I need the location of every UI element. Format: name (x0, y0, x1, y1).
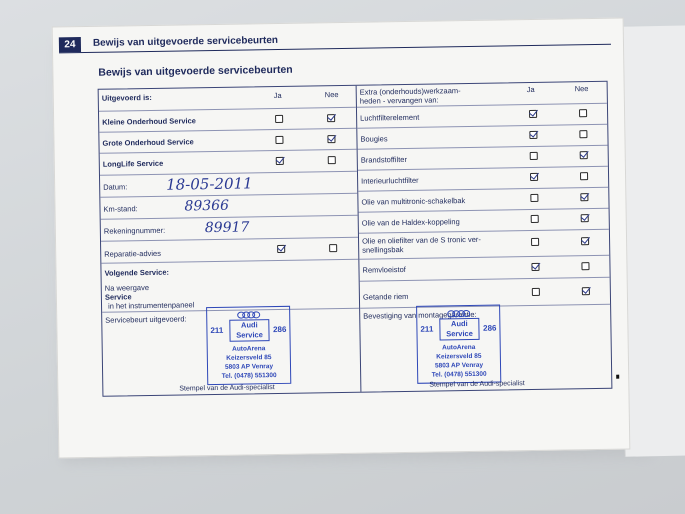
volgende-label: Volgende Service: (104, 267, 170, 278)
checkbox-stronic-nee[interactable] (581, 237, 589, 245)
extra-heading-line2: heden - vervangen van: (359, 95, 439, 106)
extra-row (359, 230, 609, 260)
left-column (99, 86, 362, 396)
extra-label: Bougies (360, 134, 388, 144)
stamp-line2: Keizersveld 85 (436, 352, 482, 361)
extra-label-cont: snellingsbak (362, 245, 404, 255)
checkbox-kleine-ja[interactable] (275, 115, 283, 123)
checkbox-remvloeistof-ja[interactable] (531, 263, 539, 271)
right-col-nee: Nee (574, 84, 589, 94)
extra-label: Olie van multitronic-schakelbak (361, 196, 466, 207)
checkbox-kleine-nee[interactable] (327, 114, 335, 122)
checkbox-bougies-ja[interactable] (529, 131, 537, 139)
weergave-line2: Service (104, 292, 132, 302)
checkbox-multitronic-ja[interactable] (530, 194, 538, 202)
checkbox-luchtfilter-ja[interactable] (529, 110, 537, 118)
extra-label: Getande riem (362, 291, 409, 302)
stamp-brand-box (439, 318, 479, 341)
checkbox-getande-riem-nee[interactable] (582, 287, 590, 295)
extra-label: Brandstoffilter (360, 154, 407, 165)
left-col-ja: Ja (273, 90, 282, 101)
page-number: 24 (59, 37, 81, 52)
extra-label: Remvloeistof (362, 264, 406, 275)
stamp-service: Service (236, 330, 263, 340)
page-header (59, 29, 611, 54)
stamp-line3: 5803 AP Venray (224, 363, 274, 371)
right-col-ja: Ja (526, 84, 535, 95)
checkbox-grote-nee[interactable] (327, 135, 335, 143)
checkbox-longlife-ja[interactable] (276, 157, 284, 165)
kmstand-handwritten: 89366 (184, 197, 230, 215)
checkbox-reparatie-nee[interactable] (329, 244, 337, 252)
stamp-address (418, 343, 501, 380)
checkbox-haldex-ja[interactable] (531, 215, 539, 223)
uitgevoerd-label: Servicebeurt uitgevoerd: (105, 314, 187, 325)
checkbox-longlife-nee[interactable] (328, 156, 336, 164)
stamp-line1: AutoArena (232, 345, 266, 353)
left-col-nee: Nee (324, 90, 339, 100)
service-label: Grote Onderhoud Service (102, 137, 194, 148)
bevestiging-row (360, 305, 611, 394)
service-label: Kleine Onderhoud Service (102, 116, 196, 127)
service-record-page (52, 18, 631, 459)
reparatie-label: Reparatie-advies (104, 248, 161, 259)
stamp-line3: 5803 AP Venray (434, 361, 484, 370)
checkbox-interieurfilter-ja[interactable] (530, 173, 538, 181)
stamp-brand: Audi (240, 320, 258, 330)
extra-label: Luchtfilterelement (360, 112, 420, 123)
extra-label: Interieurluchtfilter (361, 175, 419, 186)
extra-label: Olie van de Haldex-koppeling (361, 217, 460, 228)
right-column (357, 82, 612, 392)
datum-label: Datum: (103, 182, 128, 192)
page-mark (616, 375, 619, 379)
audi-rings-icon (237, 311, 261, 318)
stempel-caption-right: Stempel van de Audi-specialist (429, 380, 525, 389)
stamp-line1: AutoArena (442, 343, 476, 352)
stamp-line2: Keizersveld 85 (226, 354, 272, 362)
datum-handwritten: 18-05-2011 (166, 174, 253, 194)
stamp-num-left: 211 (420, 324, 434, 334)
checkbox-bougies-nee[interactable] (579, 130, 587, 138)
dealer-stamp-right (416, 305, 501, 384)
header-title: Bewijs van uitgevoerde servicebeurten (92, 34, 279, 49)
checkbox-reparatie-ja[interactable] (277, 245, 285, 253)
stamp-brand: Audi (450, 319, 468, 329)
kmstand-label: Km-stand: (103, 204, 138, 214)
checkbox-brandstoffilter-nee[interactable] (580, 151, 588, 159)
stamp-line4: Tel. (0478) 551300 (431, 370, 487, 379)
checkbox-getande-riem-ja[interactable] (532, 288, 540, 296)
stamp-num-right: 286 (273, 324, 287, 335)
section-title: Bewijs van uitgevoerde servicebeurten (98, 63, 293, 79)
checkbox-haldex-nee[interactable] (581, 214, 589, 222)
stamp-num-left: 211 (210, 325, 224, 336)
weergave-line3: in het instrumentenpaneel (107, 300, 195, 311)
checkbox-brandstoffilter-ja[interactable] (530, 152, 538, 160)
checkbox-luchtfilter-nee[interactable] (579, 109, 587, 117)
rekening-handwritten: 89917 (204, 219, 250, 237)
stempel-caption-left: Stempel van de Audi-specialist (179, 384, 275, 393)
stamp-service: Service (446, 328, 473, 339)
stamp-line4: Tel. (0478) 551300 (221, 372, 277, 380)
extra-heading-line1: Extra (onderhouds)werkzaam- (359, 86, 461, 97)
rekening-label: Rekeningnummer: (103, 225, 166, 236)
checkbox-interieurfilter-nee[interactable] (580, 172, 588, 180)
uitgevoerd-row (102, 309, 360, 398)
dealer-stamp-left (206, 306, 291, 385)
service-label: LongLife Service (102, 158, 164, 169)
extra-label: Olie en oliefilter van de S tronic ver- (361, 234, 481, 246)
stamp-address (208, 344, 291, 381)
weergave-line1: Na weergave (104, 283, 150, 293)
checkbox-multitronic-nee[interactable] (580, 193, 588, 201)
stamp-brand-box (229, 319, 269, 342)
uitgevoerd-heading: Uitgevoerd is: (101, 92, 152, 103)
service-form (98, 81, 613, 397)
checkbox-grote-ja[interactable] (275, 136, 283, 144)
checkbox-remvloeistof-nee[interactable] (581, 262, 589, 270)
stamp-num-right: 286 (483, 323, 497, 333)
checkbox-stronic-ja[interactable] (531, 238, 539, 246)
audi-rings-icon (447, 310, 471, 317)
bevestiging-label: Bevestiging van montagegarantie: (363, 309, 477, 321)
